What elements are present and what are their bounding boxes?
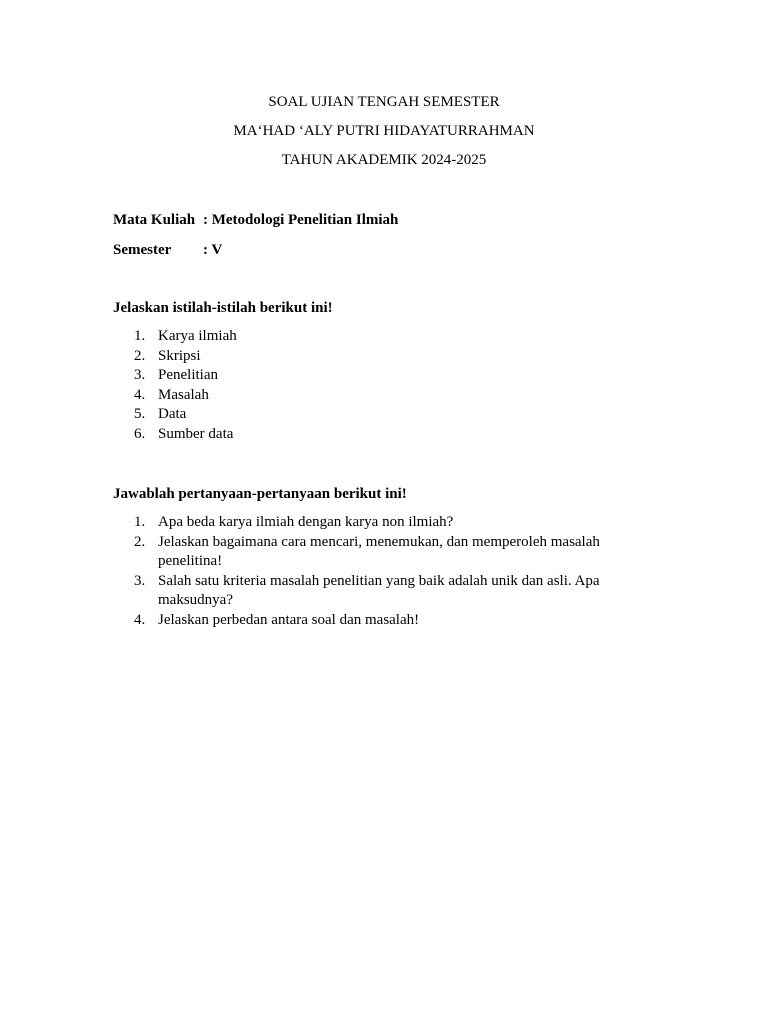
list-item-number: 6.: [134, 425, 146, 442]
list-item-text: Penelitian: [158, 367, 218, 383]
list-item-text: Skripsi: [158, 347, 201, 364]
list-item: [113, 386, 633, 406]
academic-year: TAHUN AKADEMIK 2024-2025: [281, 152, 487, 168]
semester-label: Semester: [113, 242, 172, 258]
list-item-number: 3.: [134, 572, 146, 589]
list-item-number: 1.: [134, 514, 146, 530]
list-item-number: 2.: [134, 533, 146, 550]
course-value: : Metodologi Penelitian Ilmiah: [203, 212, 399, 228]
list-item-number: 4.: [134, 611, 146, 628]
list-item-text: Sumber data: [158, 425, 234, 442]
list-item-text: Salah satu kriteria masalah penelitian yang baik adalah unik dan asli. Apa maksudnya?: [158, 572, 600, 608]
list-item: [113, 611, 633, 631]
exam-title: SOAL UJIAN TENGAH SEMESTER: [268, 94, 500, 110]
list-item: [113, 366, 633, 386]
terms-list: [113, 327, 633, 444]
list-item-text: Apa beda karya ilmiah dengan karya non ilmiah?: [158, 514, 454, 530]
questions-list: [113, 513, 633, 630]
list-item-number: 2.: [134, 347, 146, 364]
course-label: Mata Kuliah: [113, 212, 196, 228]
list-item-number: 3.: [134, 367, 146, 383]
list-item: [113, 347, 633, 367]
course-info: [113, 210, 398, 270]
institution-name: MA‘HAD ‘ALY PUTRI HIDAYATURRAHMAN: [233, 123, 535, 139]
semester-row: [113, 240, 398, 270]
list-item-text: Jelaskan perbedan antara soal dan masalah!: [158, 611, 420, 628]
section-terms-title: Jelaskan istilah-istilah berikut ini!: [113, 300, 333, 316]
list-item: [113, 513, 633, 533]
list-item-number: 4.: [134, 386, 146, 403]
list-item-text: Data: [158, 406, 187, 422]
list-item-number: 5.: [134, 406, 146, 422]
semester-value: : V: [203, 242, 223, 258]
list-item: [113, 425, 633, 445]
list-item: [113, 405, 633, 425]
list-item-number: 1.: [134, 328, 146, 344]
section-questions-title: Jawablah pertanyaan-pertanyaan berikut ini!: [113, 486, 407, 502]
list-item-text: Masalah: [158, 386, 209, 403]
section-questions: [113, 484, 633, 630]
section-terms: [113, 298, 633, 444]
list-item: [113, 572, 633, 611]
course-row: [113, 210, 398, 240]
list-item-text: Jelaskan bagaimana cara mencari, menemukan, dan memperoleh masalah penelitina!: [158, 533, 600, 569]
document-header: [0, 92, 768, 179]
list-item: [113, 533, 633, 572]
list-item-text: Karya ilmiah: [158, 328, 237, 344]
list-item: [113, 327, 633, 347]
